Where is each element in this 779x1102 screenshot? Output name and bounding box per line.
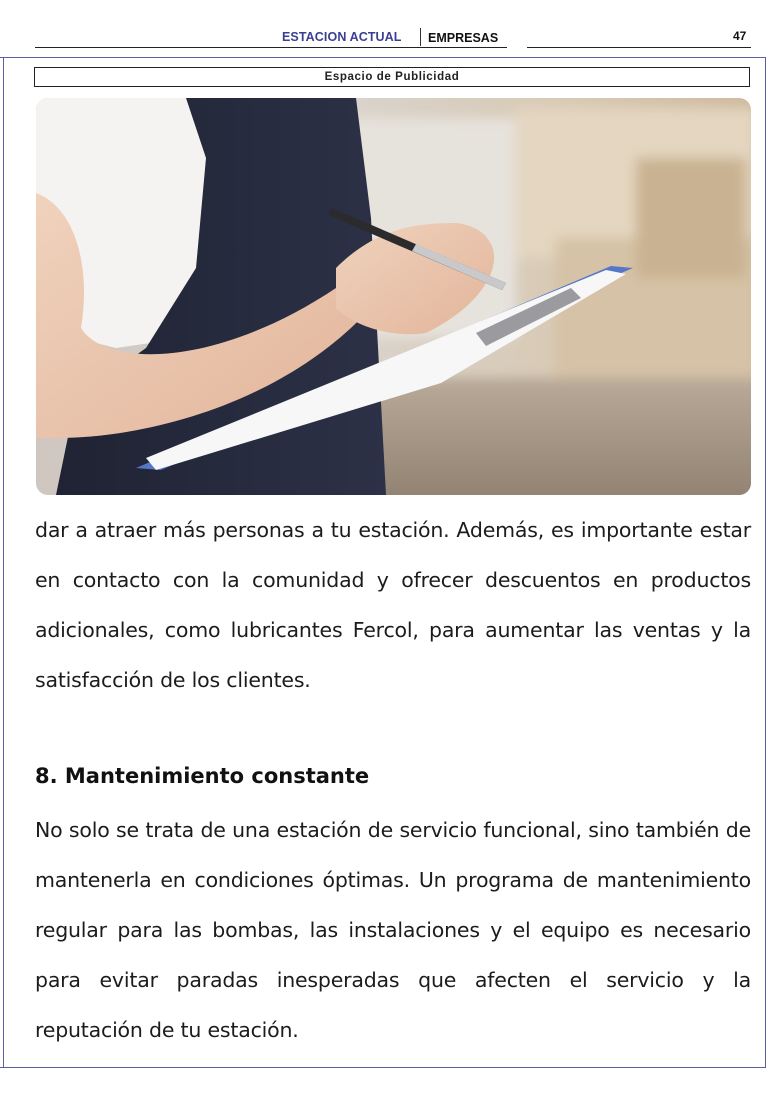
magazine-subsection-title: EMPRESAS (428, 31, 499, 45)
magazine-section-title: ESTACION ACTUAL (282, 30, 402, 44)
body-paragraph-1: dar a atraer más personas a tu estación. Además, es importante estar en contacto con la comunidad y ofrecer descuentos en productos adicionales, como lubricantes Fercol, para aumentar las ventas y la satisfacción de los clientes. (35, 518, 751, 692)
header-separator (420, 28, 421, 46)
header-rule-left (35, 47, 507, 48)
page-frame-bottom (0, 1067, 766, 1068)
page-number: 47 (733, 29, 747, 43)
page-frame-top (0, 57, 766, 58)
page-frame-left (0, 58, 4, 1068)
ad-space-label: Espacio de Publicidad (34, 67, 750, 87)
section-heading: 8. Mantenimiento constante (35, 764, 370, 788)
header-rule-right (527, 47, 751, 48)
clipboard-writing-photo (36, 98, 751, 495)
body-paragraph-2: No solo se trata de una estación de servicio funcional, sino también de mantenerla en condiciones óptimas. Un programa de mantenimiento regular para las bombas, las instalaciones y el equipo es necesario para evitar paradas inesperadas que afecten el servicio y la reputación de tu estación. (35, 818, 751, 1042)
page-frame-right (765, 57, 766, 1068)
